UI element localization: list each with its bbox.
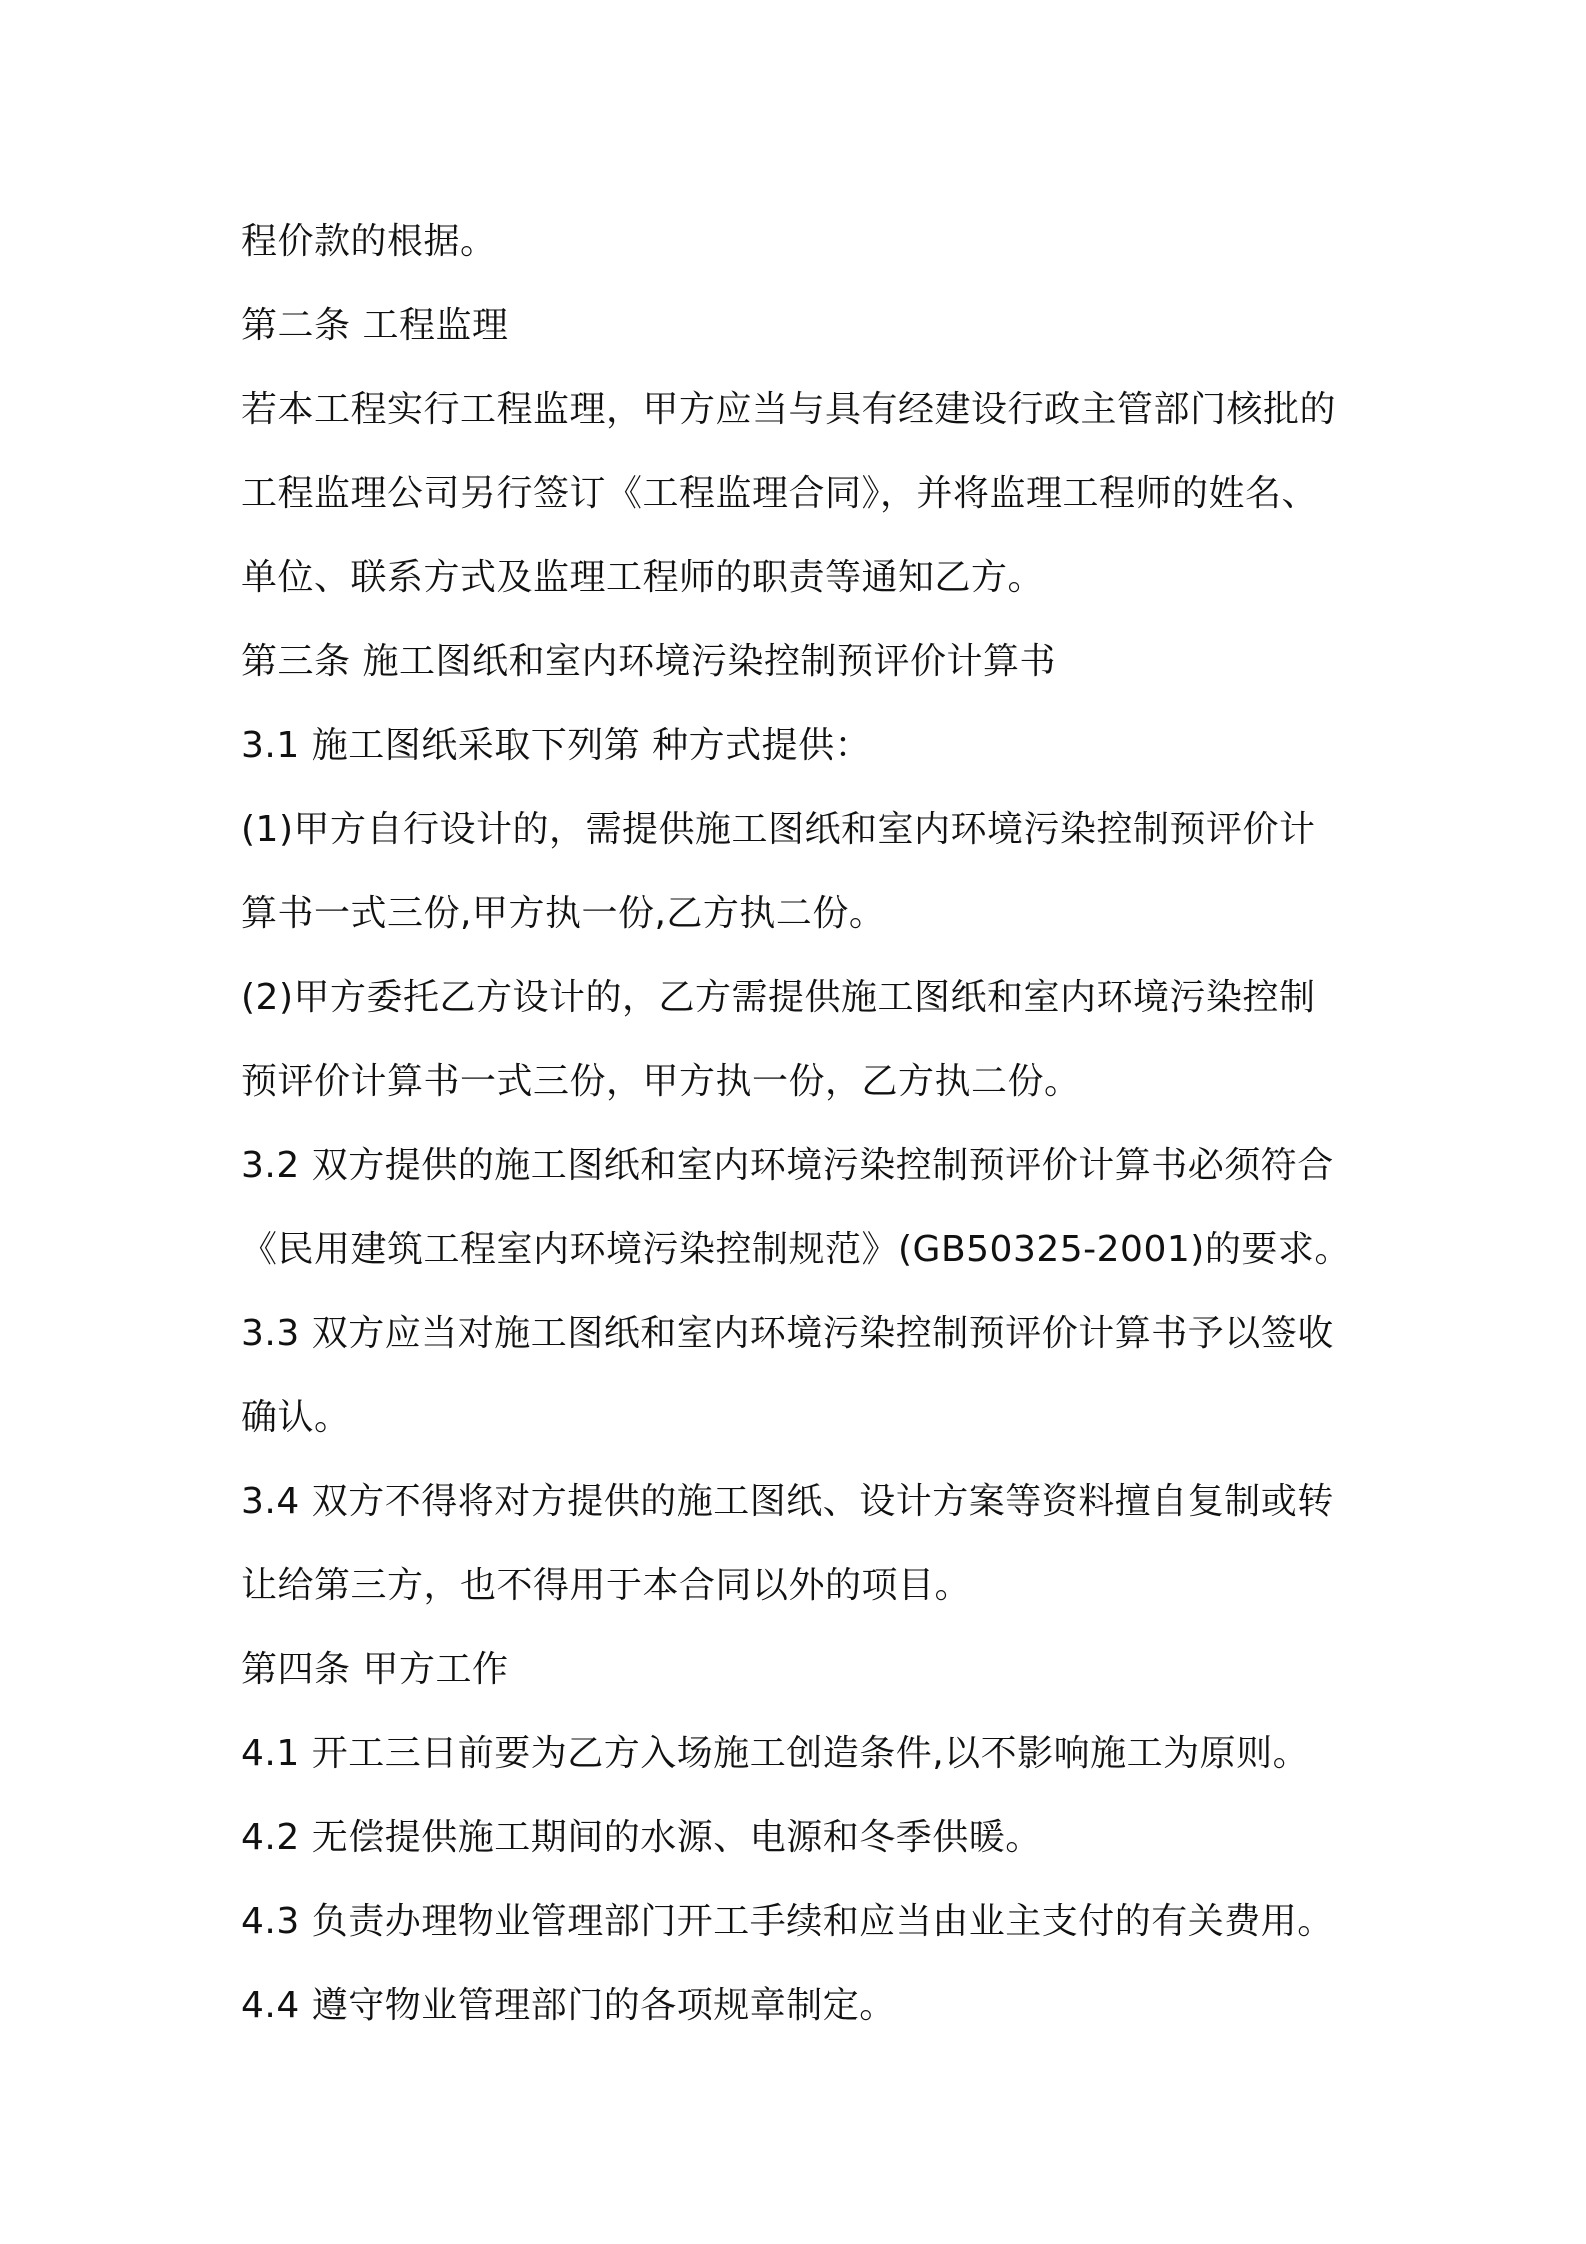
section-heading: 第三条 施工图纸和室内环境污染控制预评价计算书 xyxy=(241,641,1056,682)
clause-line: 让给第三方，也不得用于本合同以外的项目。 xyxy=(241,1565,972,1606)
clause-line: 4.4 遵守物业管理部门的各项规章制定。 xyxy=(241,1985,896,2026)
document-body xyxy=(241,200,1361,2048)
clause-line: 确认。 xyxy=(241,1397,351,1438)
clause-line: (2)甲方委托乙方设计的，乙方需提供施工图纸和室内环境污染控制 xyxy=(241,977,1316,1018)
clause-line: 4.2 无偿提供施工期间的水源、电源和冬季供暖。 xyxy=(241,1817,1042,1858)
clause-line: 3.1 施工图纸采取下列第 种方式提供： xyxy=(241,725,872,766)
clause-line: 3.3 双方应当对施工图纸和室内环境污染控制预评价计算书予以签收 xyxy=(241,1313,1334,1354)
clause-line: 4.3 负责办理物业管理部门开工手续和应当由业主支付的有关费用。 xyxy=(241,1901,1334,1942)
clause-line: (1)甲方自行设计的，需提供施工图纸和室内环境污染控制预评价计 xyxy=(241,809,1316,850)
clause-line: 3.2 双方提供的施工图纸和室内环境污染控制预评价计算书必须符合 xyxy=(241,1145,1334,1186)
clause-line: 4.1 开工三日前要为乙方入场施工创造条件,以不影响施工为原则。 xyxy=(241,1733,1310,1774)
clause-line: 算书一式三份,甲方执一份,乙方执二份。 xyxy=(241,893,886,934)
clause-line: 3.4 双方不得将对方提供的施工图纸、设计方案等资料擅自复制或转 xyxy=(241,1481,1334,1522)
section-heading: 第四条 甲方工作 xyxy=(241,1649,509,1690)
paragraph-line: 单位、联系方式及监理工程师的职责等通知乙方。 xyxy=(241,557,1045,598)
paragraph-line: 程价款的根据。 xyxy=(241,221,497,262)
section-heading: 第二条 工程监理 xyxy=(241,305,509,346)
paragraph-line: 若本工程实行工程监理，甲方应当与具有经建设行政主管部门核批的 xyxy=(241,389,1337,430)
clause-line: 预评价计算书一式三份，甲方执一份，乙方执二份。 xyxy=(241,1061,1081,1102)
paragraph-line: 工程监理公司另行签订《工程监理合同》，并将监理工程师的姓名、 xyxy=(241,473,1319,514)
clause-line: 《民用建筑工程室内环境污染控制规范》(GB50325-2001)的要求。 xyxy=(241,1229,1351,1270)
